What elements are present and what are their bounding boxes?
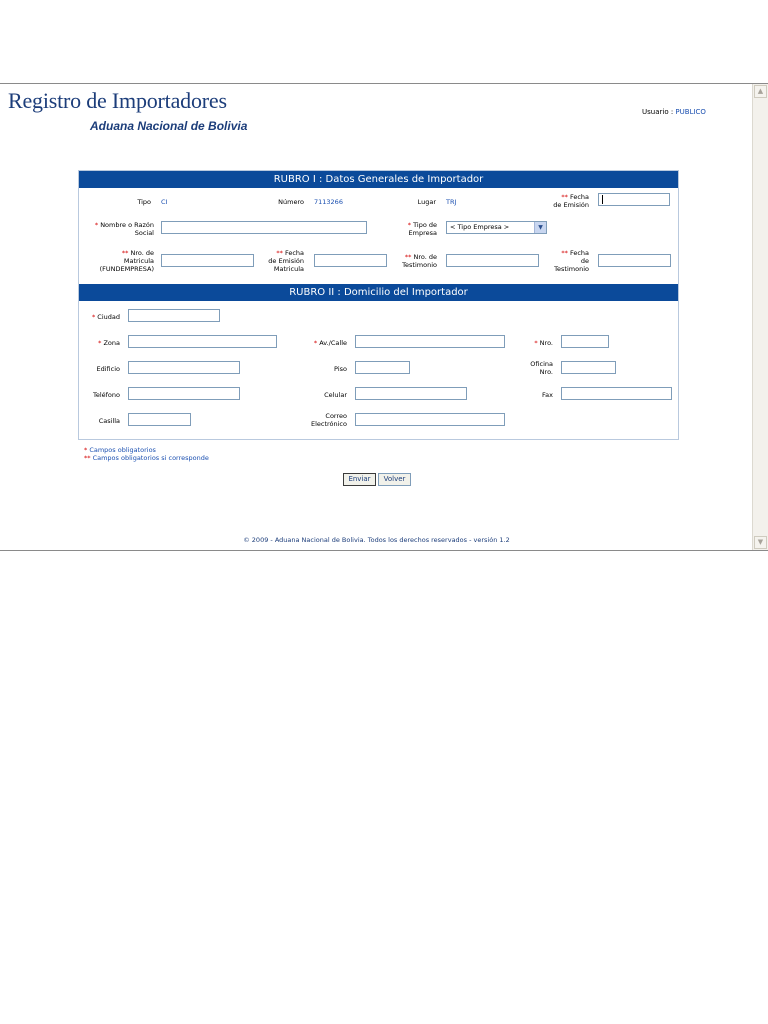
conditional-marker: ** bbox=[276, 249, 283, 257]
nro-label: * Nro. bbox=[534, 339, 553, 347]
nro-input[interactable] bbox=[561, 335, 609, 348]
fecha-testimonio-input[interactable] bbox=[598, 254, 671, 267]
logo-subtitle: Aduana Nacional de Bolivia bbox=[90, 119, 248, 133]
fecha-matricula-label: ** Fecha de Emisión Matricula bbox=[268, 249, 304, 273]
telefono-input[interactable] bbox=[128, 387, 240, 400]
logo-title: Registro de Importadores bbox=[8, 88, 227, 113]
volver-button[interactable]: Volver bbox=[378, 473, 411, 486]
tipo-value: CI bbox=[161, 198, 168, 206]
text-cursor bbox=[602, 195, 603, 204]
chevron-down-icon[interactable]: ▼ bbox=[534, 222, 546, 233]
piso-label: Piso bbox=[334, 365, 347, 373]
nombre-input[interactable] bbox=[161, 221, 367, 234]
zona-label: * Zona bbox=[98, 339, 120, 347]
edificio-label: Edificio bbox=[96, 365, 120, 373]
ciudad-input[interactable] bbox=[128, 309, 220, 322]
piso-input[interactable] bbox=[355, 361, 410, 374]
registration-form bbox=[78, 170, 679, 440]
matricula-input[interactable] bbox=[161, 254, 254, 267]
numero-label: Número bbox=[278, 198, 304, 206]
fax-input[interactable] bbox=[561, 387, 672, 400]
celular-label: Celular bbox=[324, 391, 347, 399]
casilla-label: Casilla bbox=[98, 417, 120, 425]
correo-input[interactable] bbox=[355, 413, 505, 426]
user-label: Usuario : bbox=[642, 108, 674, 116]
required-marker: * bbox=[313, 339, 318, 347]
tipo-empresa-label: * Tipo de Empresa bbox=[407, 221, 437, 237]
oficina-input[interactable] bbox=[561, 361, 616, 374]
celular-input[interactable] bbox=[355, 387, 467, 400]
testimonio-label: ** Nro. de Testimonio bbox=[402, 253, 437, 269]
correo-label: Correo Electrónico bbox=[310, 412, 347, 428]
browser-viewport bbox=[0, 83, 768, 551]
testimonio-input[interactable] bbox=[446, 254, 539, 267]
footer: © 2009 - Aduana Nacional de Bolivia. Todos los derechos reservados - versión 1.2 bbox=[243, 536, 510, 544]
field-legend bbox=[84, 446, 209, 462]
user-info bbox=[642, 108, 706, 116]
required-marker: * bbox=[534, 339, 538, 347]
conditional-marker: ** bbox=[561, 249, 568, 257]
fecha-emision-input[interactable] bbox=[598, 193, 670, 206]
casilla-input[interactable] bbox=[128, 413, 191, 426]
legend-conditional: ** Campos obligatorios si corresponde bbox=[84, 454, 209, 462]
edificio-input[interactable] bbox=[128, 361, 240, 374]
zona-input[interactable] bbox=[128, 335, 277, 348]
legend-required: * Campos obligatorios bbox=[84, 446, 156, 454]
lugar-value: TRJ bbox=[446, 198, 457, 206]
section2-header: RUBRO II : Domicilio del Importador bbox=[79, 284, 678, 301]
conditional-marker: ** bbox=[84, 454, 91, 462]
enviar-button[interactable]: Enviar bbox=[343, 473, 376, 486]
fecha-emision-label: ** Fecha de Emisión bbox=[553, 193, 589, 209]
lugar-label: Lugar bbox=[417, 198, 436, 206]
fecha-matricula-input[interactable] bbox=[314, 254, 387, 267]
conditional-marker: ** bbox=[121, 249, 129, 257]
vertical-scrollbar[interactable] bbox=[752, 84, 768, 550]
required-marker: * bbox=[84, 446, 88, 454]
numero-value: 7113266 bbox=[314, 198, 343, 206]
matricula-label: ** Nro. de Matricula (FUNDEMPRESA) bbox=[99, 249, 154, 273]
required-marker: * bbox=[98, 339, 102, 347]
ciudad-label: * Ciudad bbox=[91, 313, 120, 321]
conditional-marker: ** bbox=[561, 193, 568, 201]
required-marker: * bbox=[407, 221, 412, 229]
section1-header: RUBRO I : Datos Generales de Importador bbox=[79, 171, 678, 188]
required-marker: * bbox=[91, 313, 96, 321]
logo bbox=[8, 88, 248, 133]
nombre-label: * Nombre o Razón Social bbox=[94, 221, 154, 237]
fecha-testimonio-label: ** Fecha de Testimonio bbox=[554, 249, 589, 273]
scroll-down-icon[interactable]: ▼ bbox=[754, 536, 767, 549]
conditional-marker: ** bbox=[404, 253, 412, 261]
telefono-label: Teléfono bbox=[92, 391, 120, 399]
tipo-empresa-select[interactable]: < Tipo Empresa > ▼ bbox=[446, 221, 547, 234]
avcalle-input[interactable] bbox=[355, 335, 505, 348]
avcalle-label: * Av./Calle bbox=[313, 339, 347, 347]
user-value: PUBLICO bbox=[675, 108, 706, 116]
oficina-label: Oficina Nro. bbox=[530, 360, 553, 376]
tipo-label: Tipo bbox=[137, 198, 151, 206]
scroll-up-icon[interactable]: ▲ bbox=[754, 85, 767, 98]
required-marker: * bbox=[94, 221, 99, 229]
fax-label: Fax bbox=[542, 391, 553, 399]
